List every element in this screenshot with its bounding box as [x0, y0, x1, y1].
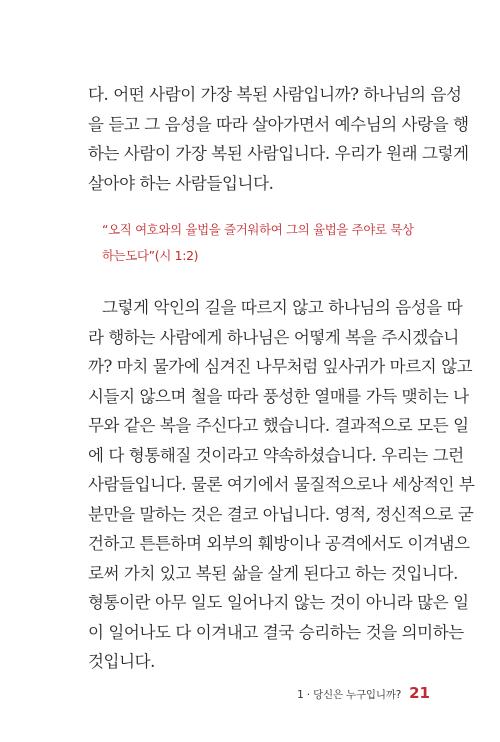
text-line: 건하고 튼튼하며 외부의 훼방이나 공격에서도 이겨냄으 [88, 534, 470, 553]
text-line: 분만을 말하는 것은 결코 아닙니다. 영적, 정신적으로 굳 [88, 504, 474, 524]
paragraph-1 [88, 80, 469, 198]
running-head: 1 · 당신은 누구입니까? [297, 689, 402, 701]
text-line: 것입니다. [88, 652, 156, 671]
text-line: 이 일어나도 다 이겨내고 결국 승리하는 것을 의미하는 [88, 622, 464, 642]
text-line: 을 듣고 그 음성을 따라 살아가면서 예수님의 사랑을 행 [88, 114, 469, 134]
text-line: 로써 가치 있고 복된 삶을 살게 된다고 하는 것입니다. [88, 563, 458, 583]
text-line: 하는 사람이 가장 복된 사람입니다. 우리가 원래 그렇게 [88, 144, 469, 163]
text-line: 살아야 하는 사람들입니다. [88, 173, 274, 193]
text-line: 형통이란 아무 일도 일어나지 않는 것이 아니라 많은 일 [88, 593, 469, 612]
page-number: 21 [409, 684, 430, 702]
text-line: 무와 같은 복을 주신다고 했습니다. 결과적으로 모든 일 [88, 416, 469, 435]
text-line: 까? 마치 물가에 심겨진 나무처럼 잎사귀가 마르지 않고 [88, 357, 473, 376]
text-line: 라 행하는 사람에게 하나님은 어떻게 복을 주시겠습니 [88, 327, 459, 347]
text-line: 다. 어떤 사람이 가장 복된 사람입니까? 하나님의 음성 [88, 85, 462, 104]
paragraph-2 [88, 293, 475, 677]
text-line: 시들지 않으며 철을 따라 풍성한 열매를 가득 맺히는 나 [88, 386, 469, 406]
scripture-quote [102, 217, 422, 269]
text-line: 에 다 형통해질 것이라고 약속하셨습니다. 우리는 그런 [88, 445, 464, 465]
quote-line: 하는도다”(시 1:2) [102, 248, 199, 263]
quote-line: “오직 여호와의 율법을 즐거워하여 그의 율법을 주야로 묵상 [102, 222, 414, 237]
page-footer [297, 684, 430, 702]
text-line: 그렇게 악인의 길을 따르지 않고 하나님의 음성을 따 [102, 298, 463, 317]
text-line: 사람들입니다. 물론 여기에서 물질적으로나 세상적인 부 [88, 475, 475, 494]
